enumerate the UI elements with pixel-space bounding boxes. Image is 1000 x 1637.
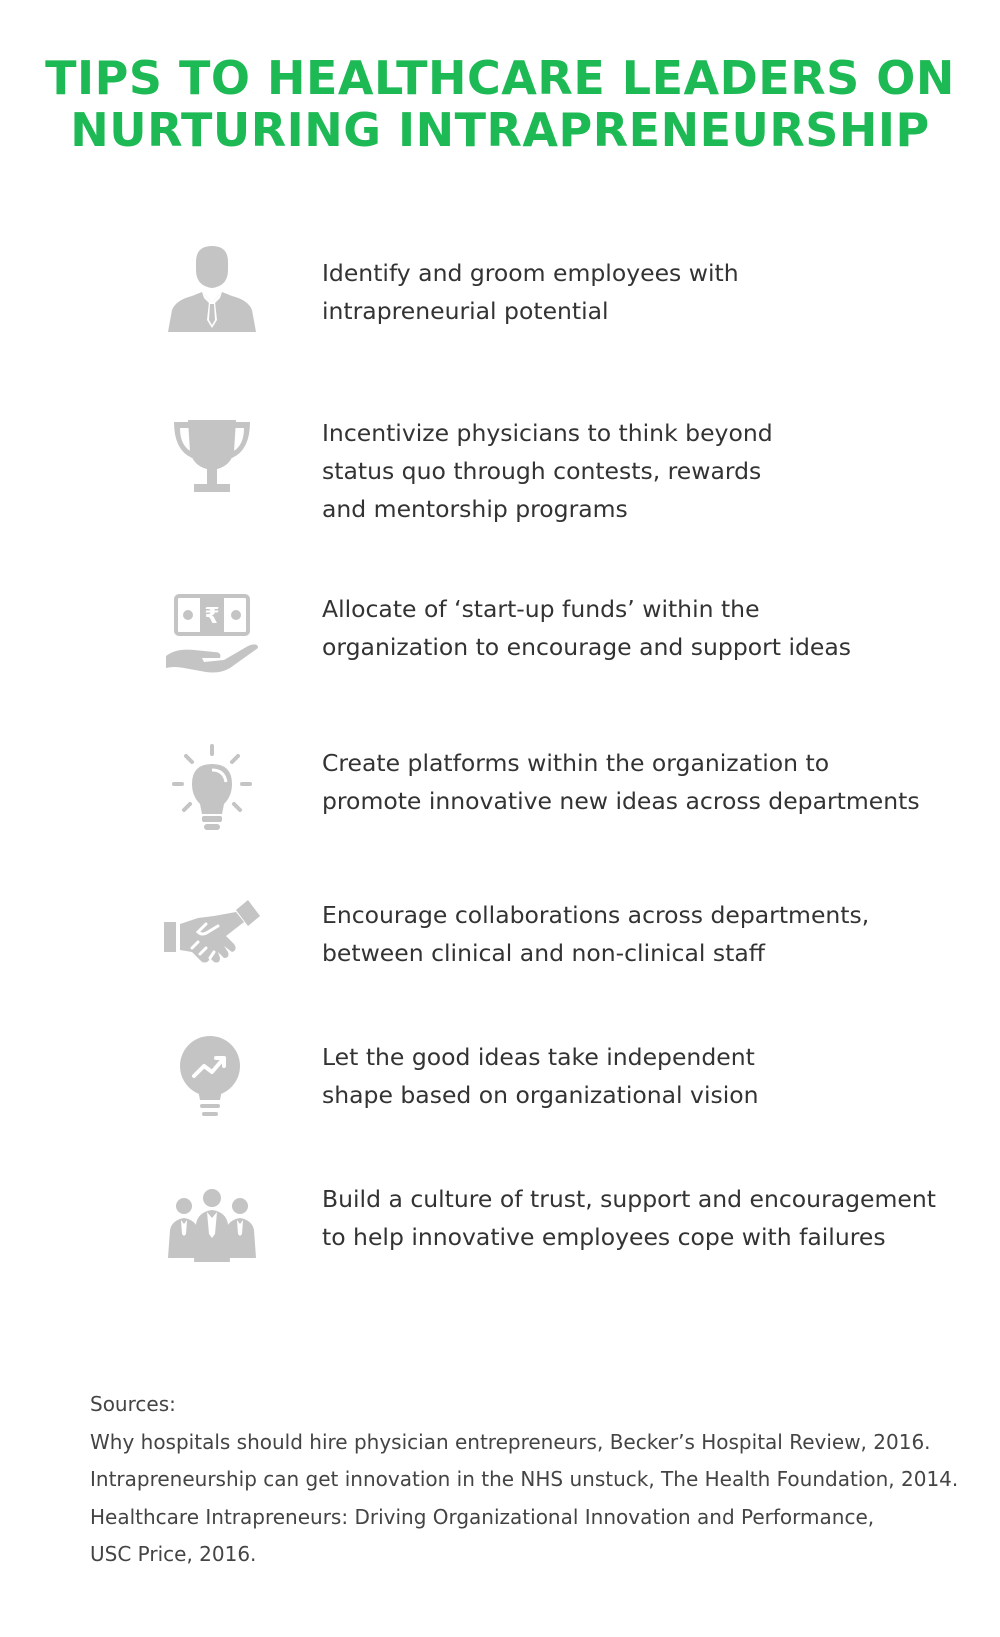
svg-text:₹: ₹ bbox=[204, 604, 220, 629]
tip-text-line: between clinical and non-clinical staff bbox=[322, 939, 765, 967]
tip-text-line: Allocate of ‘start-up funds’ within the bbox=[322, 595, 760, 623]
lightbulb-icon bbox=[162, 744, 262, 844]
tip-text-line: and mentorship programs bbox=[322, 495, 628, 523]
tip-text-line: Incentivize physicians to think beyond bbox=[322, 419, 773, 447]
sources-heading: Sources: bbox=[90, 1392, 176, 1416]
tip-item bbox=[0, 244, 1000, 364]
tip-text-line: status quo through contests, rewards bbox=[322, 457, 762, 485]
tip-item bbox=[0, 1185, 1000, 1316]
tip-item bbox=[0, 1044, 1000, 1164]
money-in-hand-icon bbox=[162, 590, 262, 690]
handshake-icon bbox=[162, 886, 262, 986]
tip-text-line: organization to encourage and support ideas bbox=[322, 633, 852, 661]
title-line-1: TIPS TO HEALTHCARE LEADERS ON bbox=[45, 51, 955, 105]
tip-text-line: Identify and groom employees with bbox=[322, 259, 739, 287]
businessman-icon bbox=[162, 240, 262, 340]
tip-item bbox=[0, 900, 1000, 1020]
source-item: USC Price, 2016. bbox=[90, 1542, 257, 1566]
tip-text-line: promote innovative new ideas across departments bbox=[322, 787, 920, 815]
source-item: Healthcare Intrapreneurs: Driving Organizational Innovation and Performance, bbox=[90, 1504, 875, 1529]
title-line-2: NURTURING INTRAPRENEURSHIP bbox=[70, 103, 930, 157]
page-title bbox=[0, 52, 1000, 156]
tip-text-line: Build a culture of trust, support and encouragement bbox=[322, 1185, 936, 1213]
tip-text-line: intrapreneurial potential bbox=[322, 297, 609, 325]
tip-item bbox=[0, 748, 1000, 868]
tip-text-line: Create platforms within the organization to bbox=[322, 749, 830, 777]
team-icon bbox=[162, 1174, 262, 1274]
tip-text-line: shape based on organizational vision bbox=[322, 1081, 759, 1109]
trophy-icon bbox=[162, 406, 262, 506]
source-item: Why hospitals should hire physician entrepreneurs, Becker’s Hospital Review, 2016. bbox=[90, 1429, 931, 1454]
source-item: Intrapreneurship can get innovation in the NHS unstuck, The Health Foundation, 2014. bbox=[90, 1467, 959, 1491]
growth-bulb-icon bbox=[162, 1030, 262, 1130]
tip-text-line: Encourage collaborations across departments, bbox=[322, 901, 870, 929]
sources bbox=[90, 1386, 970, 1574]
tip-text-line: Let the good ideas take independent bbox=[322, 1043, 755, 1071]
tip-item bbox=[0, 414, 1000, 534]
tip-text-line: to help innovative employees cope with failures bbox=[322, 1223, 886, 1251]
tip-item bbox=[0, 596, 1000, 716]
